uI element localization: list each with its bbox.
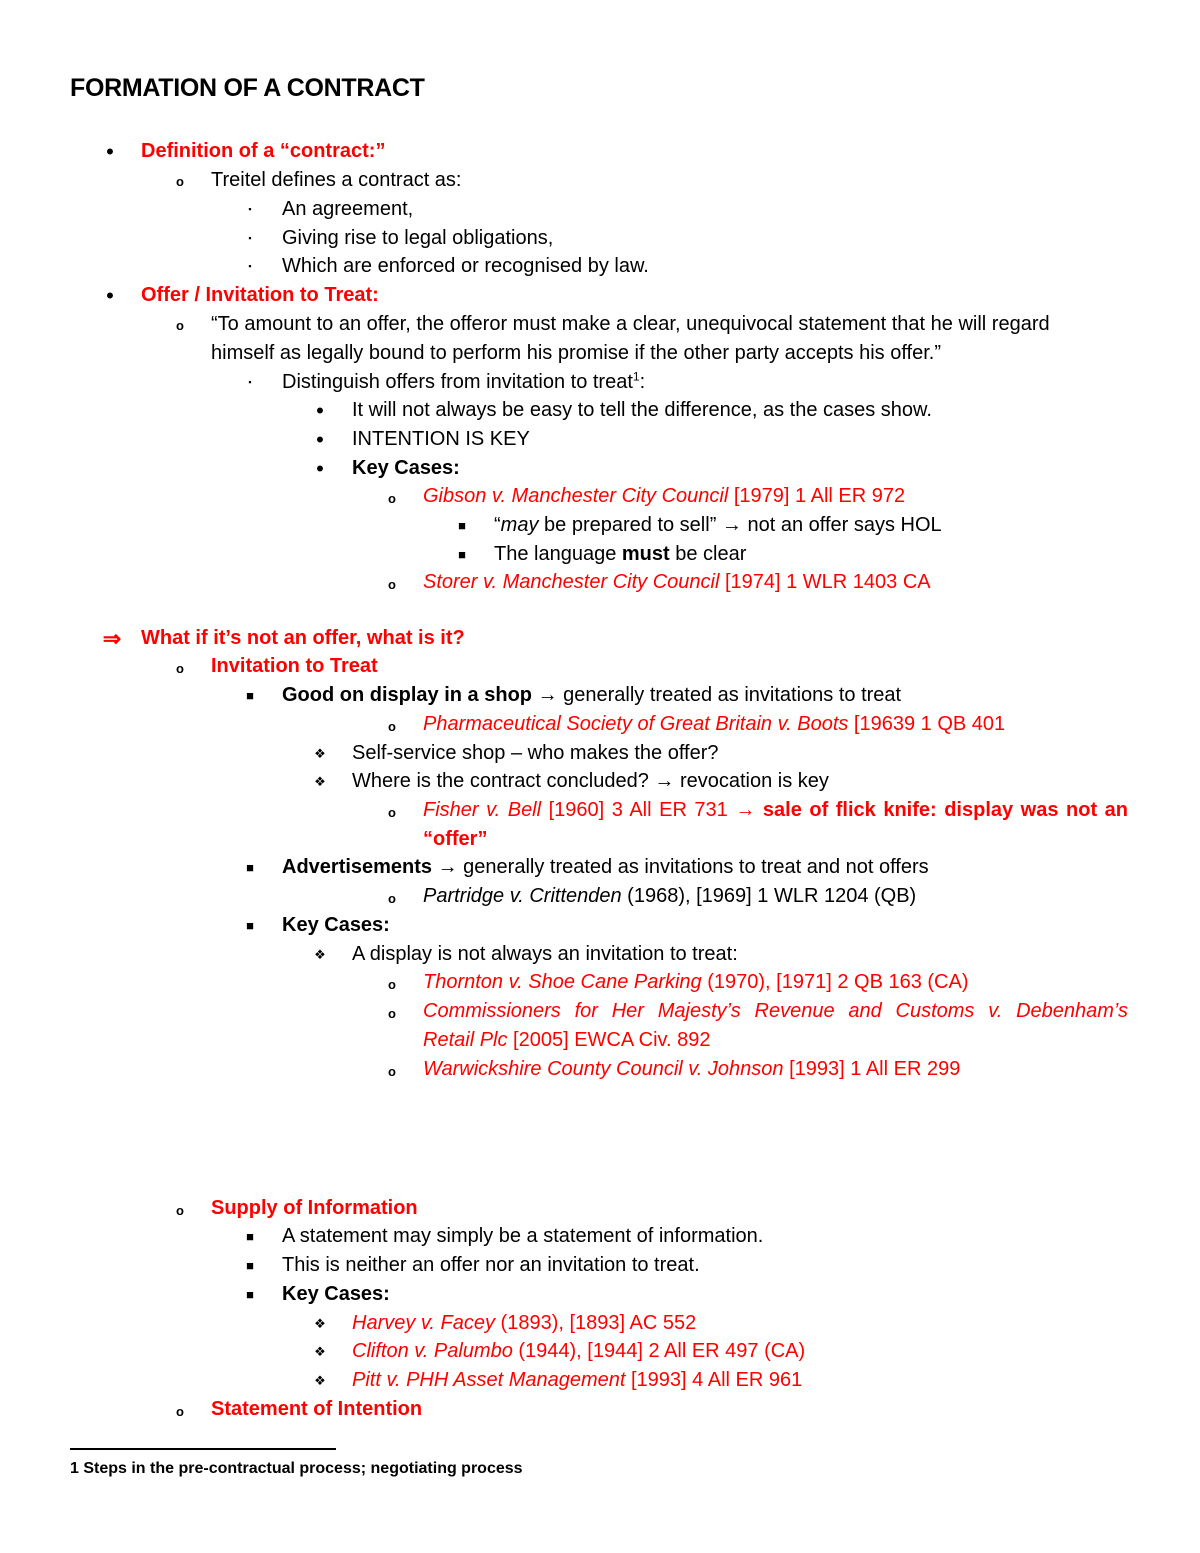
bullet-circle: o	[388, 805, 396, 820]
bullet-dot: •	[316, 456, 324, 481]
bullet-circle: o	[388, 719, 396, 734]
bullet-square: ■	[458, 518, 466, 533]
bullet-square: ■	[246, 1258, 254, 1273]
bullet-diamond: ❖	[314, 774, 326, 789]
bullet-circle: o	[176, 174, 184, 189]
case-citation: Harvey v. Facey (1893), [1893] AC 552	[352, 1312, 697, 1334]
case-citation: Commissioners for Her Majesty’s Revenue and Customs v. Debenham’s	[423, 1000, 1128, 1022]
case-citation: Pitt v. PHH Asset Management [1993] 4 All ER 961	[352, 1369, 803, 1391]
text-line: Advertisements → generally treated as invitations to treat and not offers	[282, 856, 929, 878]
text-line: Self-service shop – who makes the offer?	[352, 742, 719, 764]
bullet-square: ■	[246, 860, 254, 875]
text-line: Good on display in a shop → generally treated as invitations to treat	[282, 684, 902, 706]
bullet-diamond: ❖	[314, 947, 326, 962]
text-line: It will not always be easy to tell the difference, as the cases show.	[352, 399, 932, 421]
heading-not-offer: What if it’s not an offer, what is it?	[141, 627, 465, 649]
text-line: “may be prepared to sell” → not an offer says HOL	[494, 514, 942, 536]
bullet-dot: •	[316, 427, 324, 452]
footnote-divider	[70, 1448, 336, 1450]
case-citation: Partridge v. Crittenden (1968), [1969] 1 WLR 1204 (QB)	[423, 885, 917, 907]
text-line: Where is the contract concluded? → revocation is key	[352, 770, 829, 792]
case-citation: Fisher v. Bell [1960] 3 All ER 731 → sale of flick knife: display was not an	[423, 799, 1128, 821]
text-line: A display is not always an invitation to treat:	[352, 943, 738, 965]
heading-supply-information: Supply of Information	[211, 1197, 418, 1219]
bullet-dot: •	[106, 139, 114, 164]
bullet-dot: •	[316, 398, 324, 423]
bullet-square: ▪	[248, 233, 252, 243]
case-citation: Thornton v. Shoe Cane Parking (1970), [1971] 2 QB 163 (CA)	[423, 971, 969, 993]
text-line: Giving rise to legal obligations,	[282, 227, 554, 249]
bullet-circle: o	[388, 577, 396, 592]
case-note: “offer”	[423, 828, 488, 850]
case-citation: Clifton v. Palumbo (1944), [1944] 2 All ER 497 (CA)	[352, 1340, 806, 1362]
bullet-square: ■	[458, 547, 466, 562]
bullet-square: ■	[246, 918, 254, 933]
case-citation: Retail Plc [2005] EWCA Civ. 892	[423, 1029, 711, 1051]
bullet-square: ▪	[248, 377, 252, 387]
bullet-circle: o	[388, 491, 396, 506]
case-citation: Pharmaceutical Society of Great Britain v. Boots [19639 1 QB 401	[423, 713, 1006, 735]
bullet-circle: o	[176, 318, 184, 333]
text-line: A statement may simply be a statement of information.	[282, 1225, 764, 1247]
key-cases-label: Key Cases:	[282, 1283, 390, 1305]
heading-statement-intention: Statement of Intention	[211, 1398, 423, 1420]
footnote: 1 Steps in the pre-contractual process; negotiating process	[70, 1460, 523, 1477]
bullet-square: ▪	[248, 261, 252, 271]
bullet-diamond: ❖	[314, 746, 326, 761]
case-citation: Storer v. Manchester City Council [1974] 1 WLR 1403 CA	[423, 571, 931, 593]
case-citation: Gibson v. Manchester City Council [1979] 1 All ER 972	[423, 485, 906, 507]
heading-offer: Offer / Invitation to Treat:	[141, 284, 379, 306]
bullet-circle: o	[388, 891, 396, 906]
text-line: The language must be clear	[494, 543, 747, 565]
key-cases-label: Key Cases:	[352, 457, 460, 479]
bullet-circle: o	[176, 1404, 184, 1419]
key-cases-label: Key Cases:	[282, 914, 390, 936]
text-line: Treitel defines a contract as:	[211, 169, 462, 191]
footnote-ref: 1	[632, 369, 640, 384]
bullet-circle: o	[176, 661, 184, 676]
quote-line: “To amount to an offer, the offeror must make a clear, unequivocal statement that he will regard	[211, 313, 1050, 335]
page-title: FORMATION OF A CONTRACT	[70, 74, 425, 102]
text-line: An agreement,	[282, 198, 414, 220]
text-line: Distinguish offers from invitation to treat$^1$:	[282, 369, 646, 393]
arrow-icon: ⇒	[102, 626, 122, 651]
bullet-square: ▪	[248, 204, 252, 214]
text-line: This is neither an offer nor an invitation to treat.	[282, 1254, 700, 1276]
quote-line: himself as legally bound to perform his promise if the other party accepts his offer.”	[211, 342, 941, 364]
bullet-square: ■	[246, 1287, 254, 1302]
text-line: Which are enforced or recognised by law.	[282, 255, 649, 277]
bullet-circle: o	[176, 1203, 184, 1218]
bullet-circle: o	[388, 1064, 396, 1079]
heading-invitation: Invitation to Treat	[211, 655, 378, 677]
bullet-diamond: ❖	[314, 1316, 326, 1331]
bullet-circle: o	[388, 977, 396, 992]
bullet-square: ■	[246, 688, 254, 703]
bullet-dot: •	[106, 283, 114, 308]
heading-definition: Definition of a “contract:”	[141, 140, 386, 162]
bullet-square: ■	[246, 1229, 254, 1244]
bullet-circle: o	[388, 1006, 396, 1021]
case-citation: Warwickshire County Council v. Johnson [1993] 1 All ER 299	[423, 1058, 961, 1080]
bullet-diamond: ❖	[314, 1344, 326, 1359]
text-line: INTENTION IS KEY	[352, 428, 530, 450]
bullet-diamond: ❖	[314, 1373, 326, 1388]
